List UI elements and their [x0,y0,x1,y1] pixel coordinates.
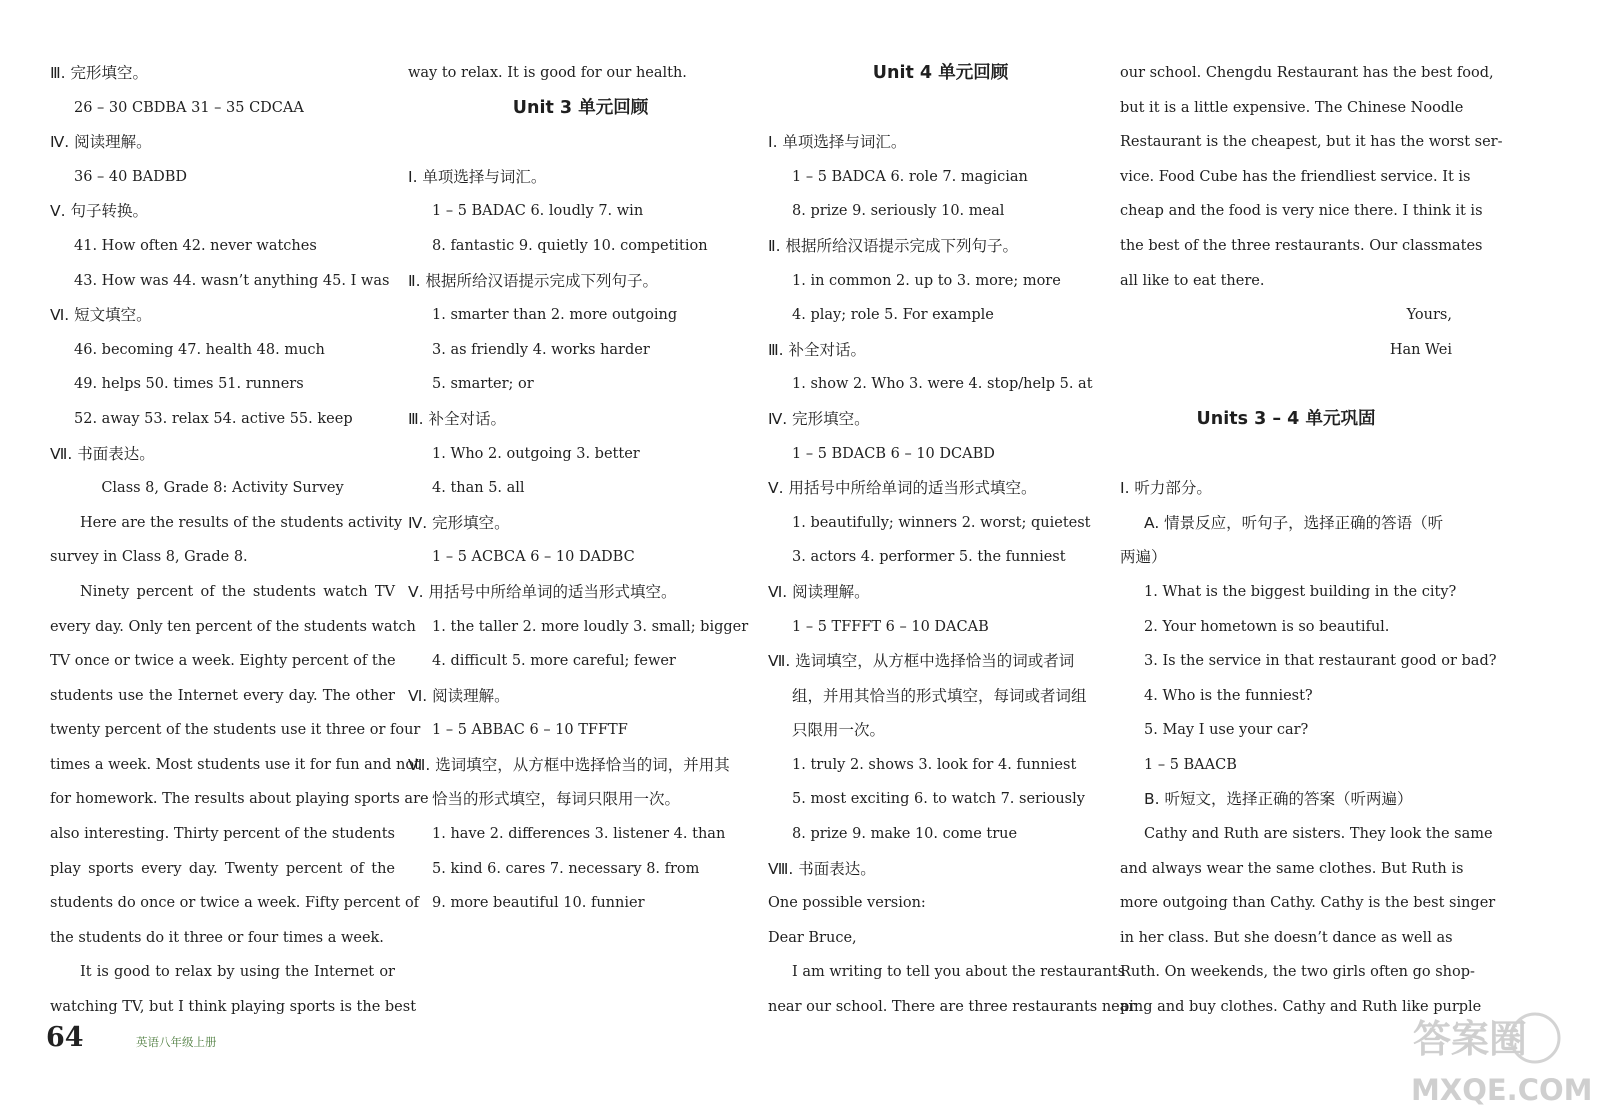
text-line: twenty percent of the students use it three or four [50,722,421,739]
text-line: Dear Bruce, [768,929,857,946]
section-heading: 两遍） [1120,548,1167,567]
section-heading: A. 情景反应，听句子，选择正确的答语（听 [1144,513,1444,532]
section-heading: Ⅵ. 短文填空。 [50,306,152,325]
section-heading: Ⅴ. 句子转换。 [50,202,148,221]
text-line: survey in Class 8, Grade 8. [50,549,248,566]
text-line: 5. most exciting 6. to watch 7. seriously [792,791,1085,808]
text-line: 1 – 5 BDACB 6 – 10 DCABD [792,445,995,462]
section-heading: Ⅳ. 完形填空。 [408,513,510,532]
text-line: and always wear the same clothes. But Ruth is [1120,860,1464,877]
text-line: 4. than 5. all [432,480,525,497]
text-line: students use the Internet every day. The other [50,687,395,704]
section-heading: Ⅰ. 听力部分。 [1120,479,1212,498]
text-line: 5. smarter; or [432,376,534,393]
watermark-bottom-text: MXQE.COM [1411,1073,1593,1107]
page-number: 64 [46,1022,84,1053]
text-line: 49. helps 50. times 51. runners [74,376,304,393]
text-line: 36 – 40 BADBD [74,168,188,185]
text-line: 4. difficult 5. more careful; fewer [432,653,676,670]
section-heading: Ⅷ. 书面表达。 [768,859,876,878]
section-heading: Ⅴ. 用括号中所给单词的适当形式填空。 [768,479,1037,498]
unit-title: Unit 4 单元回顾 [872,63,1009,83]
section-heading: B. 听短文，选择正确的答案（听两遍） [1144,790,1413,809]
section-heading: Ⅲ. 完形填空。 [50,64,149,82]
text-line: 1. in common 2. up to 3. more; more [792,272,1061,289]
text-line: Cathy and Ruth are sisters. They look the same [1144,826,1493,843]
section-heading: 组，并用其恰当的形式填空，每词或者词组 [792,686,1087,705]
text-line: 1 – 5 BADAC 6. loudly 7. win [432,203,644,220]
section-heading: Ⅳ. 完形填空。 [768,409,870,428]
section-heading: Ⅲ. 补全对话。 [408,409,507,428]
spacer [768,91,1113,126]
text-line: 4. play; role 5. For example [792,307,994,324]
watermark-logo [1405,1000,1593,1110]
section-heading: 只限用一次。 [792,721,886,740]
text-line: for homework. The results about playing sports are [50,791,429,808]
text-line: TV once or twice a week. Eighty percent of the [50,653,396,670]
section-heading: Ⅵ. 阅读理解。 [768,582,870,601]
text-line: play sports every day. Twenty percent of the [50,860,395,877]
text-line: 43. How was 44. wasn’t anything 45. I was [74,272,390,289]
text-line: I am writing to tell you about the restaurants [792,964,1126,981]
text-line: times a week. Most students use it for fun and not [50,756,420,773]
text-line: 5. May I use your car? [1144,722,1309,739]
section-heading: Ⅰ. 单项选择与词汇。 [768,133,907,152]
text-line: but it is a little expensive. The Chinese Noodle [1120,99,1464,116]
section-heading: Ⅱ. 根据所给汉语提示完成下列句子。 [408,271,658,290]
spacer [1120,437,1452,472]
section-heading: Ⅲ. 补全对话。 [768,340,867,359]
text-line: students do once or twice a week. Fifty percent of [50,895,420,912]
text-line: 1 – 5 ABBAC 6 – 10 TFFTF [432,722,628,739]
text-line: One possible version: [768,895,926,912]
column-4 [1120,56,1503,1025]
text-line: 3. actors 4. performer 5. the funniest [792,549,1066,566]
text-line: vice. Food Cube has the friendliest service. It is [1120,168,1471,185]
spacer [1120,367,1452,402]
text-line: 1 – 5 TFFFT 6 – 10 DACAB [792,618,989,635]
text-line: 1. truly 2. shows 3. look for 4. funniest [792,756,1077,773]
column-3 [768,56,1136,1025]
text-line: 1. smarter than 2. more outgoing [432,307,678,324]
text-line: 1. beautifully; winners 2. worst; quietest [792,514,1091,531]
text-line: 41. How often 42. never watches [74,237,317,254]
text-line: more outgoing than Cathy. Cathy is the best singer [1120,895,1496,912]
section-heading: Ⅴ. 用括号中所给单词的适当形式填空。 [408,582,677,601]
text-line: 26 – 30 CBDBA 31 – 35 CDCAA [74,99,304,116]
text-line: 3. as friendly 4. works harder [432,341,650,358]
text-line: 1. the taller 2. more loudly 3. small; bigger [432,618,749,635]
text-line: near our school. There are three restaurants near [768,999,1136,1016]
footer-book-title: 英语八年级上册 [136,1035,217,1049]
section-heading: Ⅶ. 选词填空，从方框中选择恰当的词，并用其 [408,755,730,774]
text-line: 4. Who is the funniest? [1144,687,1313,704]
text-line: 3. Is the service in that restaurant good or bad? [1144,653,1497,670]
text-line: 8. fantastic 9. quietly 10. competition [432,237,708,254]
text-line: 2. Your hometown is so beautiful. [1144,618,1390,635]
text-line: 1. Who 2. outgoing 3. better [432,445,640,462]
unit-title: Units 3 – 4 单元巩固 [1196,408,1376,429]
text-line: cheap and the food is very nice there. I think it is [1120,203,1483,220]
text-line: ping and buy clothes. Cathy and Ruth like purple [1120,999,1482,1016]
text-line: 1. have 2. differences 3. listener 4. than [432,826,726,843]
text-line: 52. away 53. relax 54. active 55. keep [74,410,353,427]
text-line: in her class. But she doesn’t dance as well as [1120,929,1453,946]
text-line: 9. more beautiful 10. funnier [432,895,645,912]
text-line: watching TV, but I think playing sports is the best [50,999,417,1016]
text-line: Ruth. On weekends, the two girls often go shop- [1120,964,1475,981]
text-line: 46. becoming 47. health 48. much [74,341,325,358]
text-line: Here are the results of the students activity [80,514,403,531]
text-line: also interesting. Thirty percent of the students [50,826,395,843]
column-1 [50,56,429,1025]
text-line: Ninety percent of the students watch TV [80,583,395,600]
spacer [408,125,753,160]
section-heading: Ⅰ. 单项选择与词汇。 [408,167,547,186]
text-line: 1 – 5 ACBCA 6 – 10 DADBC [432,549,635,566]
section-heading: Ⅳ. 阅读理解。 [50,133,152,152]
section-heading: Ⅶ. 选词填空，从方框中选择恰当的词或者词 [768,652,1075,671]
text-line: 1 – 5 BADCA 6. role 7. magician [792,168,1028,185]
text-line: the students do it three or four times a week. [50,929,384,946]
text-line: 1. show 2. Who 3. were 4. stop/help 5. at [792,376,1093,393]
text-line: the best of the three restaurants. Our classmates [1120,237,1483,254]
text-line: our school. Chengdu Restaurant has the best food, [1120,65,1494,81]
text-line: every day. Only ten percent of the students watch [50,618,416,635]
text-line: Han Wei [1389,341,1452,358]
column-2 [408,56,753,921]
text-line: Yours, [1406,307,1452,324]
text-line: 8. prize 9. make 10. come true [792,826,1018,843]
section-heading: Ⅱ. 根据所给汉语提示完成下列句子。 [768,236,1018,255]
text-line: way to relax. It is good for our health. [408,65,687,81]
unit-title: Unit 3 单元回顾 [512,97,649,118]
section-heading: Ⅵ. 阅读理解。 [408,686,510,705]
text-line: 1 – 5 BAACB [1144,756,1237,773]
text-line: Restaurant is the cheapest, but it has the worst ser- [1120,134,1503,151]
text-line: Class 8, Grade 8: Activity Survey [101,480,344,497]
text-line: 5. kind 6. cares 7. necessary 8. from [432,860,700,877]
text-line: all like to eat there. [1120,272,1265,289]
watermark-top-text: 答案圈 [1413,1017,1528,1061]
text-line: 1. What is the biggest building in the city? [1144,583,1457,600]
text-line: 8. prize 9. seriously 10. meal [792,203,1005,220]
section-heading: 恰当的形式填空，每词只限用一次。 [432,790,681,809]
section-heading: Ⅶ. 书面表达。 [50,444,155,463]
text-line: It is good to relax by using the Internet or [80,964,395,981]
